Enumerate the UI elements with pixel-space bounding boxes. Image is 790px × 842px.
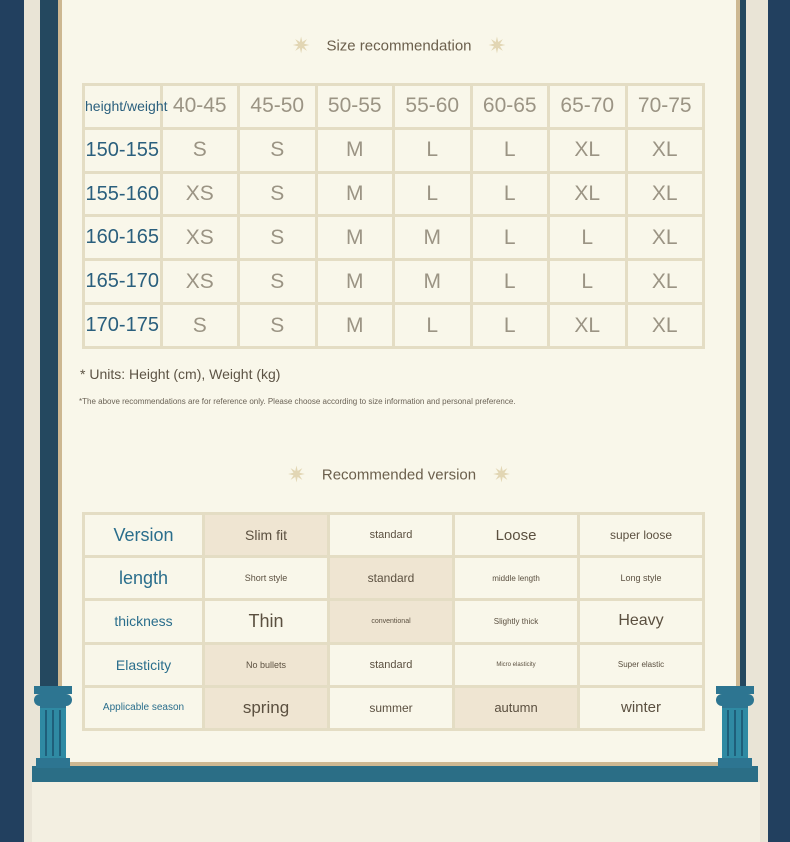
height-row-header: 160-165 xyxy=(84,216,162,260)
size-cell: M xyxy=(394,216,472,260)
table-row xyxy=(84,557,704,600)
version-option: standard xyxy=(329,514,454,557)
elasticity-option: Micro elasticity xyxy=(454,643,579,686)
size-cell: XL xyxy=(626,128,704,172)
length-option: Long style xyxy=(579,557,704,600)
version-option: super loose xyxy=(579,514,704,557)
table-row xyxy=(84,600,704,643)
table-row xyxy=(84,686,704,729)
weight-column-header: 45-50 xyxy=(239,85,317,129)
thickness-option: Slightly thick xyxy=(454,600,579,643)
elasticity-option: Super elastic xyxy=(579,643,704,686)
teal-base-strip xyxy=(32,766,758,782)
height-row-header: 170-175 xyxy=(84,304,162,348)
size-cell: XL xyxy=(626,260,704,304)
units-note: * Units: Height (cm), Weight (kg) xyxy=(80,366,281,382)
length-option-selected: standard xyxy=(329,557,454,600)
length-row-label: length xyxy=(84,557,204,600)
size-cell: S xyxy=(161,304,239,348)
size-cell: L xyxy=(471,128,549,172)
height-row-header: 150-155 xyxy=(84,128,162,172)
table-row xyxy=(84,514,704,557)
size-cell: M xyxy=(316,304,394,348)
weight-column-header: 40-45 xyxy=(161,85,239,129)
size-cell: L xyxy=(549,260,627,304)
version-option-selected: Slim fit xyxy=(204,514,329,557)
size-cell: S xyxy=(239,128,317,172)
season-option-selected: autumn xyxy=(454,686,579,729)
size-cell: M xyxy=(316,216,394,260)
weight-column-header: 50-55 xyxy=(316,85,394,129)
thickness-option: Heavy xyxy=(579,600,704,643)
table-row xyxy=(84,172,704,216)
size-cell: XL xyxy=(549,172,627,216)
height-row-header: 165-170 xyxy=(84,260,162,304)
size-cell: L xyxy=(394,172,472,216)
size-cell: XS xyxy=(161,172,239,216)
size-heading-text: Size recommendation xyxy=(326,37,472,55)
sparkle-icon: ✷ xyxy=(492,462,511,487)
size-cell: L xyxy=(471,304,549,348)
size-cell: M xyxy=(316,260,394,304)
size-recommendation-heading xyxy=(62,33,736,59)
version-option: Loose xyxy=(454,514,579,557)
size-cell: M xyxy=(316,172,394,216)
left-pillar-icon xyxy=(34,686,74,768)
size-cell: L xyxy=(549,216,627,260)
elasticity-option: standard xyxy=(329,643,454,686)
size-cell: XL xyxy=(626,304,704,348)
size-cell: L xyxy=(394,128,472,172)
size-cell: L xyxy=(394,304,472,348)
version-heading-text: Recommended version xyxy=(321,466,477,484)
size-cell: M xyxy=(394,260,472,304)
table-row xyxy=(84,128,704,172)
sparkle-icon: ✷ xyxy=(287,462,306,487)
sparkle-icon: ✷ xyxy=(487,33,507,58)
bottom-cream-area xyxy=(32,782,760,842)
size-table xyxy=(82,83,705,349)
table-row xyxy=(84,216,704,260)
height-row-header: 155-160 xyxy=(84,172,162,216)
size-cell: XL xyxy=(549,304,627,348)
size-cell: XL xyxy=(626,216,704,260)
size-cell: S xyxy=(239,304,317,348)
thickness-option: Thin xyxy=(204,600,329,643)
size-cell: L xyxy=(471,260,549,304)
season-option-selected: spring xyxy=(204,686,329,729)
version-row-label: Version xyxy=(84,514,204,557)
season-option: winter xyxy=(579,686,704,729)
right-pillar-icon xyxy=(716,686,756,768)
thickness-option-selected: conventional xyxy=(329,600,454,643)
version-table xyxy=(82,512,705,731)
season-option: summer xyxy=(329,686,454,729)
season-row-label: Applicable season xyxy=(84,686,204,729)
table-row xyxy=(84,643,704,686)
size-cell: XL xyxy=(626,172,704,216)
disclaimer-note: *The above recommendations are for reference only. Please choose according to size information and personal preference. xyxy=(79,397,516,406)
weight-column-header: 70-75 xyxy=(626,85,704,129)
size-cell: L xyxy=(471,172,549,216)
elasticity-option-selected: No bullets xyxy=(204,643,329,686)
weight-column-header: 65-70 xyxy=(549,85,627,129)
size-table-header-row xyxy=(84,85,704,129)
size-cell: S xyxy=(239,216,317,260)
size-cell: XL xyxy=(549,128,627,172)
corner-label: height/weight xyxy=(84,85,162,129)
sparkle-icon: ✷ xyxy=(291,33,311,58)
size-cell: XS xyxy=(161,216,239,260)
size-cell: S xyxy=(239,172,317,216)
size-cell: S xyxy=(161,128,239,172)
recommended-version-heading xyxy=(62,462,736,488)
length-option: middle length xyxy=(454,557,579,600)
weight-column-header: 60-65 xyxy=(471,85,549,129)
size-cell: S xyxy=(239,260,317,304)
thickness-row-label: thickness xyxy=(84,600,204,643)
elasticity-row-label: Elasticity xyxy=(84,643,204,686)
size-cell: M xyxy=(316,128,394,172)
length-option: Short style xyxy=(204,557,329,600)
weight-column-header: 55-60 xyxy=(394,85,472,129)
table-row xyxy=(84,304,704,348)
size-cell: L xyxy=(471,216,549,260)
table-row xyxy=(84,260,704,304)
size-cell: XS xyxy=(161,260,239,304)
